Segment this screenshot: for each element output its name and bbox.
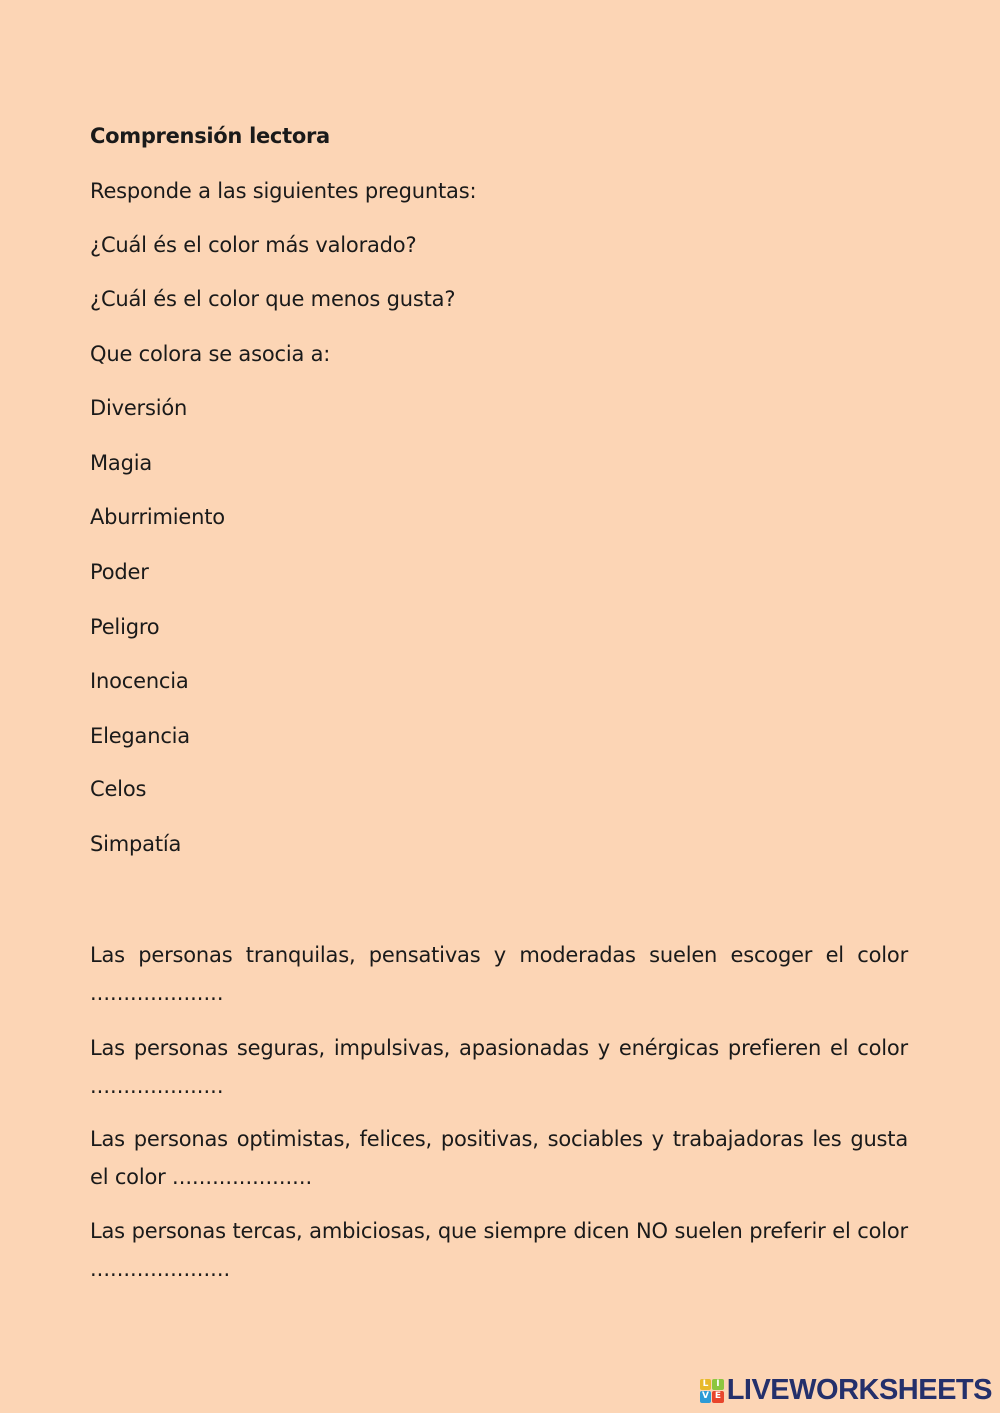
sentence-text: Las personas seguras, impulsivas, apasionadas y enérgicas prefieren el color (90, 1036, 908, 1060)
instruction: Responde a las siguientes preguntas: (90, 179, 477, 203)
sentence-text: Las personas tercas, ambiciosas, que siempre dicen NO suelen preferir el color (90, 1219, 908, 1243)
liveworksheets-logo (700, 1374, 992, 1407)
question-most-valued: ¿Cuál és el color más valorado? (90, 233, 417, 257)
answer-blank[interactable]: ..................... (90, 1257, 231, 1281)
sentence-stubborn-people (90, 1212, 908, 1288)
question-least-liked: ¿Cuál és el color que menos gusta? (90, 287, 456, 311)
answer-blank[interactable]: .................... (90, 981, 224, 1005)
logo-text: LIVEWORKSHEETS (726, 1374, 992, 1406)
question-associate: Que colora se asocia a: (90, 342, 331, 366)
logo-mark-letter: L (700, 1379, 712, 1391)
association-item: Peligro (90, 615, 160, 639)
association-item: Celos (90, 777, 147, 801)
logo-mark-icon (700, 1379, 724, 1403)
sentence-optimistic-people (90, 1120, 908, 1196)
answer-blank[interactable]: .................... (90, 1074, 224, 1098)
logo-mark-letter: I (712, 1379, 724, 1391)
logo-mark-letter: E (712, 1391, 724, 1403)
answer-blank[interactable]: ..................... (172, 1165, 313, 1189)
page-title: Comprensión lectora (90, 124, 330, 148)
logo-mark-letter: V (700, 1391, 712, 1403)
association-item: Diversión (90, 396, 188, 420)
sentence-energetic-people (90, 1029, 908, 1105)
association-item: Magia (90, 451, 153, 475)
sentence-calm-people (90, 936, 908, 1012)
association-item: Poder (90, 560, 149, 584)
association-item: Aburrimiento (90, 505, 225, 529)
association-item: Elegancia (90, 724, 190, 748)
association-item: Simpatía (90, 832, 182, 856)
association-item: Inocencia (90, 669, 189, 693)
sentence-text: Las personas tranquilas, pensativas y moderadas suelen escoger el color (90, 943, 908, 967)
sentence-text: Las personas optimistas, felices, positivas, sociables y trabajadoras les gusta el color (90, 1127, 908, 1189)
